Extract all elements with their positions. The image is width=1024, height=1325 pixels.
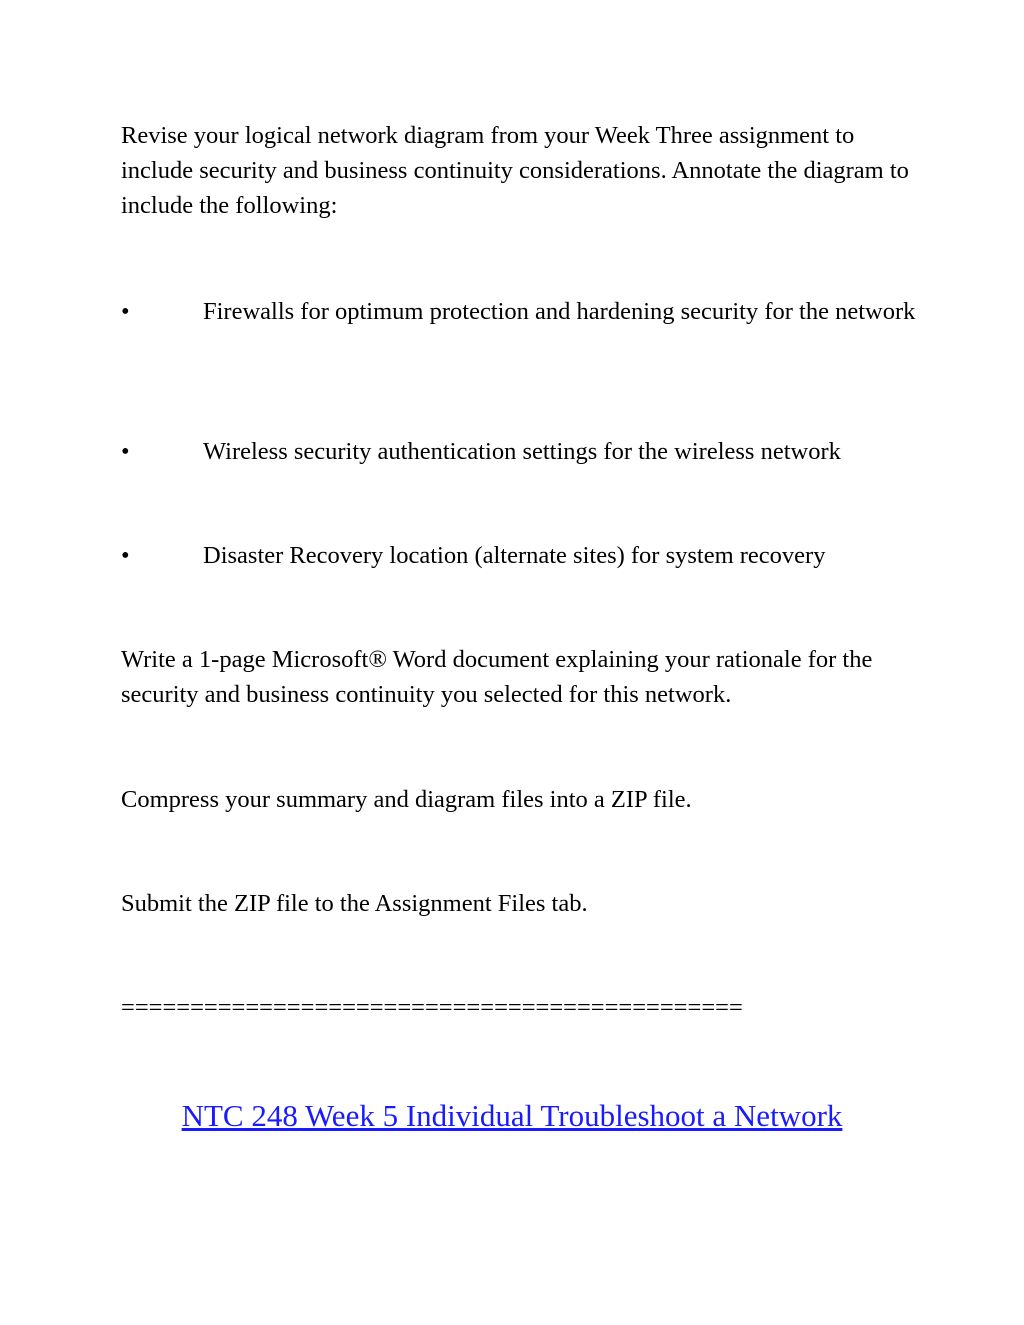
- bullet-item-firewalls: [121, 294, 921, 329]
- course-link-container: [0, 1097, 1024, 1135]
- bullet-item-disaster-recovery: [121, 538, 921, 573]
- bullet-text: Wireless security authentication settings for the wireless network: [203, 438, 841, 465]
- compress-instruction-paragraph: Compress your summary and diagram files into a ZIP file.: [121, 786, 692, 813]
- intro-paragraph: Revise your logical network diagram from your Week Three assignment to include security and business continuity considerations. Annotate the diagram to include the following:: [121, 122, 909, 219]
- submit-instruction-paragraph: Submit the ZIP file to the Assignment Files tab.: [121, 890, 588, 917]
- bullet-marker: •: [121, 438, 130, 465]
- write-instruction-paragraph: Write a 1-page Microsoft® Word document explaining your rationale for the security and business continuity you selected for this network.: [121, 646, 873, 708]
- bullet-text: Disaster Recovery location (alternate sites) for system recovery: [203, 542, 826, 569]
- separator-line: =============================================: [121, 994, 743, 1021]
- bullet-text: Firewalls for optimum protection and hardening security for the network: [203, 298, 916, 325]
- bullet-marker: •: [121, 542, 130, 569]
- bullet-marker: •: [121, 298, 130, 325]
- course-link[interactable]: NTC 248 Week 5 Individual Troubleshoot a Network: [181, 1098, 843, 1133]
- bullet-item-wireless: [121, 434, 921, 469]
